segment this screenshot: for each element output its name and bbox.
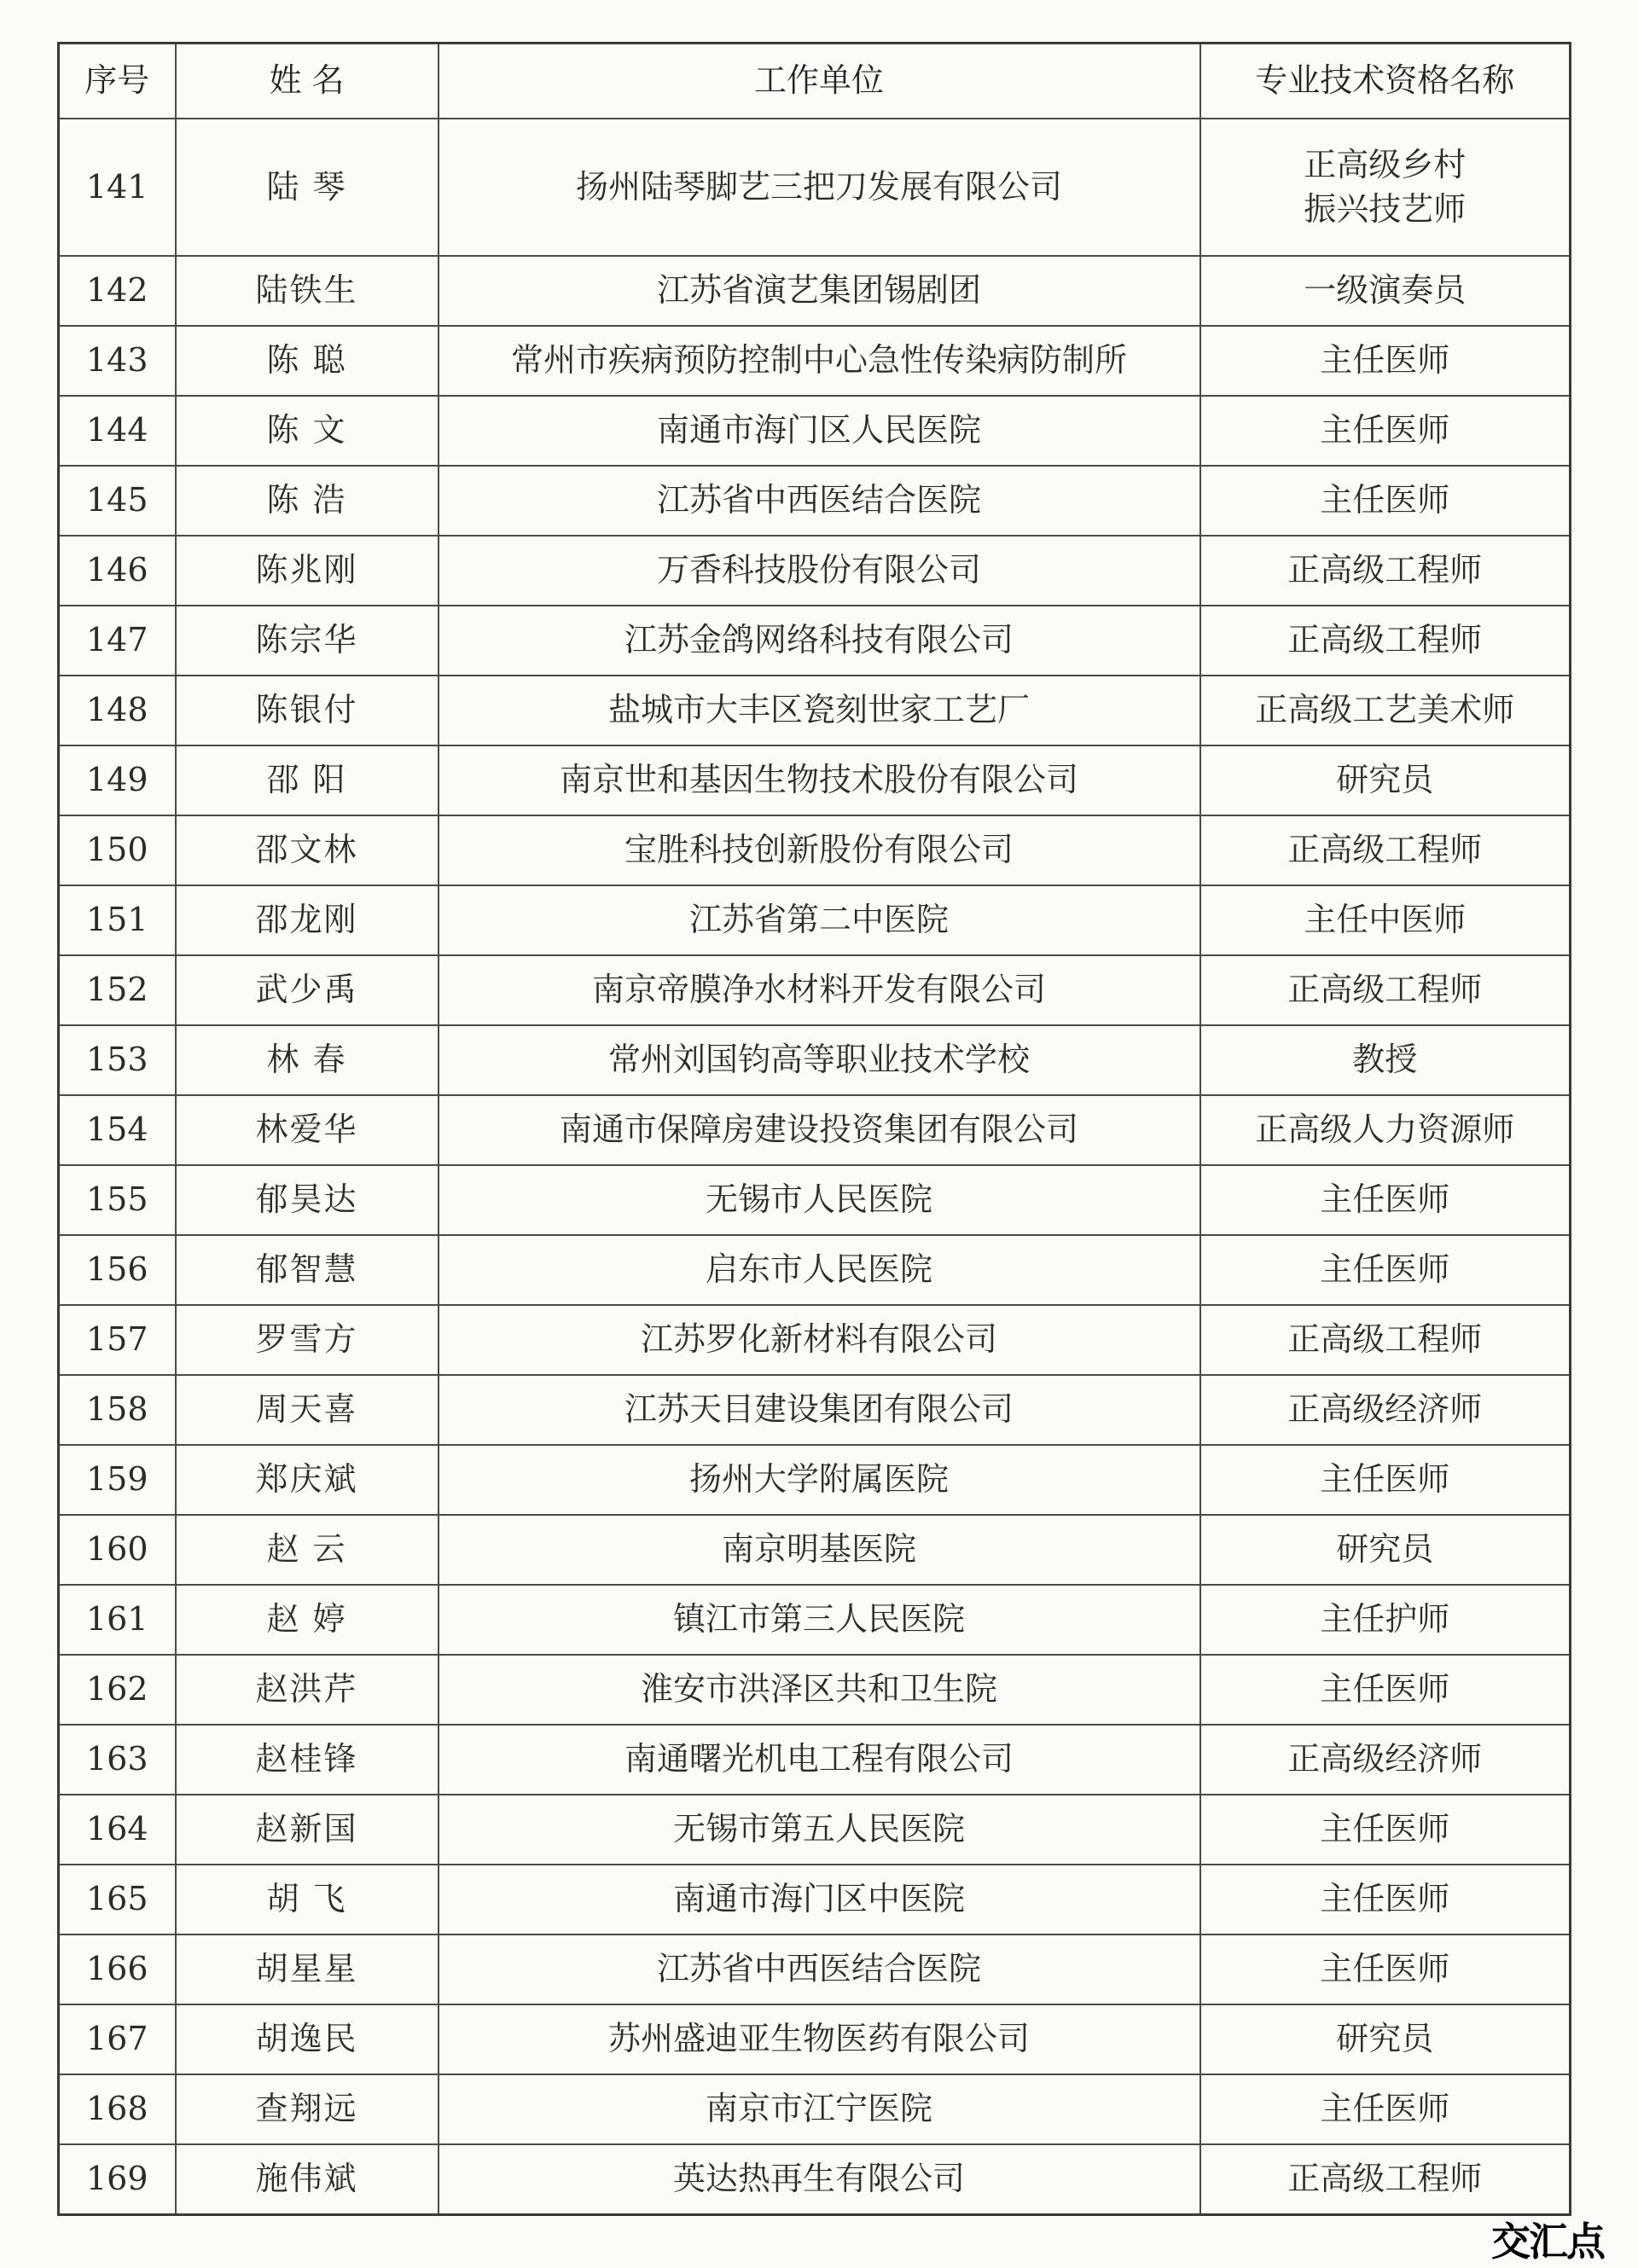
row-number: 145 <box>59 466 176 536</box>
person-name: 胡逸民 <box>176 2004 439 2074</box>
table-row <box>59 745 1571 815</box>
row-number: 153 <box>59 1025 176 1095</box>
qualification-title: 主任医师 <box>1200 1445 1571 1515</box>
person-name: 赵 云 <box>176 1515 439 1585</box>
row-number: 162 <box>59 1655 176 1725</box>
qualification-title: 正高级经济师 <box>1200 1725 1571 1795</box>
row-number: 169 <box>59 2144 176 2215</box>
work-unit: 常州刘国钧高等职业技术学校 <box>439 1025 1200 1095</box>
qualification-title: 正高级经济师 <box>1200 1375 1571 1445</box>
qualification-title: 主任医师 <box>1200 1865 1571 1934</box>
table-row <box>59 256 1571 326</box>
table-row <box>59 1655 1571 1725</box>
table-row <box>59 1725 1571 1795</box>
person-name: 陆铁生 <box>176 256 439 326</box>
work-unit: 南通曙光机电工程有限公司 <box>439 1725 1200 1795</box>
person-name: 查翔远 <box>176 2074 439 2144</box>
person-name: 邵龙刚 <box>176 885 439 955</box>
qualification-title: 主任医师 <box>1200 1655 1571 1725</box>
table-row <box>59 1865 1571 1934</box>
table-row <box>59 1515 1571 1585</box>
table-row <box>59 2144 1571 2215</box>
work-unit: 宝胜科技创新股份有限公司 <box>439 815 1200 885</box>
row-number: 165 <box>59 1865 176 1934</box>
header-title: 专业技术资格名称 <box>1200 44 1571 119</box>
work-unit: 盐城市大丰区瓷刻世家工艺厂 <box>439 676 1200 745</box>
person-name: 邵文林 <box>176 815 439 885</box>
work-unit: 江苏金鸽网络科技有限公司 <box>439 606 1200 676</box>
work-unit: 江苏省中西医结合医院 <box>439 466 1200 536</box>
table-row <box>59 1375 1571 1445</box>
work-unit: 无锡市第五人民医院 <box>439 1795 1200 1865</box>
person-name: 林爱华 <box>176 1095 439 1165</box>
row-number: 152 <box>59 955 176 1025</box>
row-number: 148 <box>59 676 176 745</box>
work-unit: 南京帝膜净水材料开发有限公司 <box>439 955 1200 1025</box>
person-name: 陆 琴 <box>176 119 439 256</box>
table-row <box>59 1585 1571 1655</box>
work-unit: 常州市疾病预防控制中心急性传染病防制所 <box>439 326 1200 396</box>
person-name: 胡星星 <box>176 1934 439 2004</box>
person-name: 罗雪方 <box>176 1305 439 1375</box>
table-row <box>59 606 1571 676</box>
work-unit: 南通市海门区中医院 <box>439 1865 1200 1934</box>
table-row <box>59 536 1571 606</box>
row-number: 161 <box>59 1585 176 1655</box>
watermark-logo: 交汇点 <box>1491 2219 1604 2265</box>
table-row <box>59 1095 1571 1165</box>
row-number: 141 <box>59 119 176 256</box>
person-name: 赵桂锋 <box>176 1725 439 1795</box>
row-number: 167 <box>59 2004 176 2074</box>
row-number: 156 <box>59 1235 176 1305</box>
person-name: 赵 婷 <box>176 1585 439 1655</box>
table-row <box>59 119 1571 256</box>
qualification-title-line: 振兴技艺师 <box>1304 189 1467 228</box>
table-row <box>59 2074 1571 2144</box>
row-number: 160 <box>59 1515 176 1585</box>
qualification-title: 正高级工程师 <box>1200 606 1571 676</box>
table-row <box>59 955 1571 1025</box>
person-name: 周天喜 <box>176 1375 439 1445</box>
header-org: 工作单位 <box>439 44 1200 119</box>
table-row <box>59 1025 1571 1095</box>
row-number: 166 <box>59 1934 176 2004</box>
row-number: 154 <box>59 1095 176 1165</box>
row-number: 164 <box>59 1795 176 1865</box>
qualification-title: 主任中医师 <box>1200 885 1571 955</box>
row-number: 151 <box>59 885 176 955</box>
person-name: 陈宗华 <box>176 606 439 676</box>
work-unit: 南京世和基因生物技术股份有限公司 <box>439 745 1200 815</box>
qualification-title: 主任医师 <box>1200 326 1571 396</box>
person-name: 施伟斌 <box>176 2144 439 2215</box>
qualification-title: 主任医师 <box>1200 1235 1571 1305</box>
table-row <box>59 1235 1571 1305</box>
qualification-title-line: 正高级乡村 <box>1304 146 1467 184</box>
person-name: 林 春 <box>176 1025 439 1095</box>
person-name: 郁昊达 <box>176 1165 439 1235</box>
qualification-title: 研究员 <box>1200 1515 1571 1585</box>
work-unit: 江苏天目建设集团有限公司 <box>439 1375 1200 1445</box>
work-unit: 启东市人民医院 <box>439 1235 1200 1305</box>
qualification-title: 研究员 <box>1200 745 1571 815</box>
person-name: 赵洪芹 <box>176 1655 439 1725</box>
work-unit: 江苏省演艺集团锡剧团 <box>439 256 1200 326</box>
row-number: 158 <box>59 1375 176 1445</box>
qualification-title: 正高级工程师 <box>1200 2144 1571 2215</box>
table-row <box>59 326 1571 396</box>
qualification-title: 研究员 <box>1200 2004 1571 2074</box>
table-row <box>59 1165 1571 1235</box>
person-name: 郁智慧 <box>176 1235 439 1305</box>
row-number: 157 <box>59 1305 176 1375</box>
person-name: 郑庆斌 <box>176 1445 439 1515</box>
work-unit: 南通市海门区人民医院 <box>439 396 1200 466</box>
work-unit: 南京市江宁医院 <box>439 2074 1200 2144</box>
work-unit: 淮安市洪泽区共和卫生院 <box>439 1655 1200 1725</box>
work-unit: 镇江市第三人民医院 <box>439 1585 1200 1655</box>
row-number: 143 <box>59 326 176 396</box>
row-number: 149 <box>59 745 176 815</box>
person-name: 武少禹 <box>176 955 439 1025</box>
qualification-title: 正高级工程师 <box>1200 815 1571 885</box>
qualification-title: 正高级人力资源师 <box>1200 1095 1571 1165</box>
work-unit: 江苏罗化新材料有限公司 <box>439 1305 1200 1375</box>
row-number: 150 <box>59 815 176 885</box>
person-name: 陈 文 <box>176 396 439 466</box>
person-name: 陈 聪 <box>176 326 439 396</box>
roster-table <box>57 42 1571 2216</box>
work-unit: 苏州盛迪亚生物医药有限公司 <box>439 2004 1200 2074</box>
work-unit: 南京明基医院 <box>439 1515 1200 1585</box>
qualification-title: 正高级工程师 <box>1200 955 1571 1025</box>
person-name: 邵 阳 <box>176 745 439 815</box>
qualification-title: 正高级工艺美术师 <box>1200 676 1571 745</box>
qualification-title: 正高级工程师 <box>1200 1305 1571 1375</box>
header-row <box>59 44 1571 119</box>
qualification-title: 主任护师 <box>1200 1585 1571 1655</box>
qualification-title: 主任医师 <box>1200 1934 1571 2004</box>
person-name: 胡 飞 <box>176 1865 439 1934</box>
person-name: 陈银付 <box>176 676 439 745</box>
header-no: 序号 <box>59 44 176 119</box>
qualification-title <box>1200 119 1571 256</box>
table-row <box>59 396 1571 466</box>
table-row <box>59 1934 1571 2004</box>
header-name: 姓 名 <box>176 44 439 119</box>
row-number: 144 <box>59 396 176 466</box>
row-number: 155 <box>59 1165 176 1235</box>
row-number: 168 <box>59 2074 176 2144</box>
work-unit: 万香科技股份有限公司 <box>439 536 1200 606</box>
row-number: 146 <box>59 536 176 606</box>
table-row <box>59 1795 1571 1865</box>
qualification-title: 主任医师 <box>1200 466 1571 536</box>
qualification-title: 主任医师 <box>1200 1165 1571 1235</box>
row-number: 147 <box>59 606 176 676</box>
row-number: 159 <box>59 1445 176 1515</box>
work-unit: 江苏省中西医结合医院 <box>439 1934 1200 2004</box>
person-name: 赵新国 <box>176 1795 439 1865</box>
qualification-title: 正高级工程师 <box>1200 536 1571 606</box>
table-row <box>59 1445 1571 1515</box>
row-number: 163 <box>59 1725 176 1795</box>
work-unit: 扬州陆琴脚艺三把刀发展有限公司 <box>439 119 1200 256</box>
work-unit: 扬州大学附属医院 <box>439 1445 1200 1515</box>
table-row <box>59 2004 1571 2074</box>
person-name: 陈 浩 <box>176 466 439 536</box>
table-row <box>59 885 1571 955</box>
table-row <box>59 676 1571 745</box>
qualification-title: 一级演奏员 <box>1200 256 1571 326</box>
qualification-title: 主任医师 <box>1200 396 1571 466</box>
qualification-title: 教授 <box>1200 1025 1571 1095</box>
qualification-title: 主任医师 <box>1200 2074 1571 2144</box>
work-unit: 南通市保障房建设投资集团有限公司 <box>439 1095 1200 1165</box>
work-unit: 无锡市人民医院 <box>439 1165 1200 1235</box>
row-number: 142 <box>59 256 176 326</box>
work-unit: 江苏省第二中医院 <box>439 885 1200 955</box>
table-row <box>59 466 1571 536</box>
qualification-title: 主任医师 <box>1200 1795 1571 1865</box>
table-row <box>59 815 1571 885</box>
person-name: 陈兆刚 <box>176 536 439 606</box>
table-row <box>59 1305 1571 1375</box>
work-unit: 英达热再生有限公司 <box>439 2144 1200 2215</box>
